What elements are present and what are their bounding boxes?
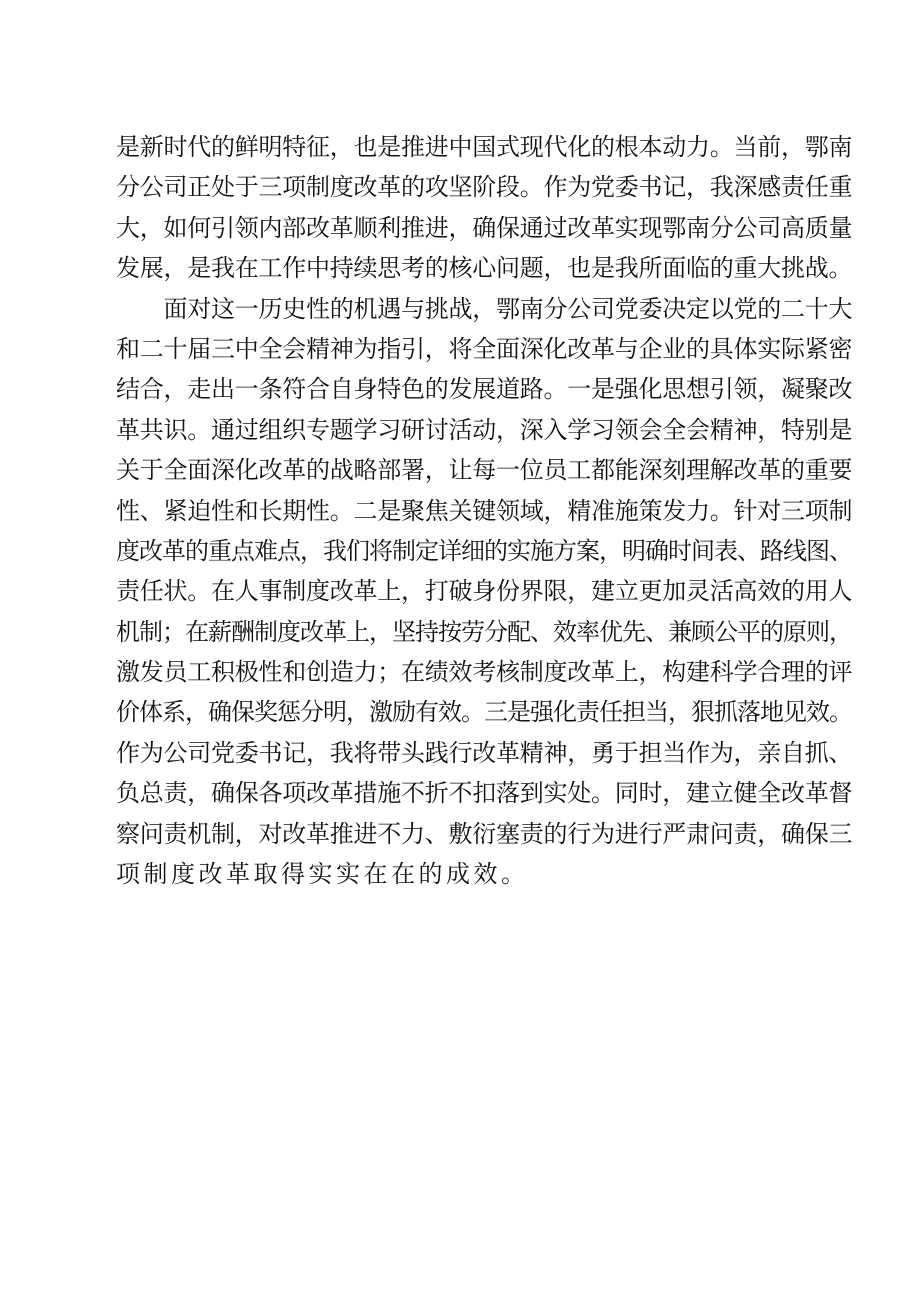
text-line: 关于全面深化改革的战略部署，让每一位员工都能深刻理解改革的重要 bbox=[116, 456, 853, 485]
body-text bbox=[116, 127, 852, 894]
text-line: 发展，是我在工作中持续思考的核心问题，也是我所面临的重大挑战。 bbox=[116, 254, 853, 283]
text-line: 价体系，确保奖惩分明，激励有效。三是强化责任担当，狠抓落地见效。 bbox=[116, 698, 852, 727]
text-line: 结合，走出一条符合自身特色的发展道路。一是强化思想引领，凝聚改 bbox=[116, 375, 853, 404]
text-line: 大，如何引领内部改革顺利推进，确保通过改革实现鄂南分公司高质量 bbox=[116, 213, 853, 242]
text-line: 和二十届三中全会精神为指引，将全面深化改革与企业的具体实际紧密 bbox=[116, 334, 853, 363]
paragraph-end-line: 项制度改革取得实实在在的成效。 bbox=[116, 860, 529, 889]
text-line: 性、紧迫性和长期性。二是聚焦关键领域，精准施策发力。针对三项制 bbox=[116, 496, 853, 525]
text-line: 激发员工积极性和创造力；在绩效考核制度改革上，构建科学合理的评 bbox=[116, 658, 853, 687]
text-line: 度改革的重点难点，我们将制定详细的实施方案，明确时间表、路线图、 bbox=[116, 536, 852, 565]
text-line: 机制；在薪酬制度改革上，坚持按劳分配、效率优先、兼顾公平的原则， bbox=[116, 617, 852, 646]
text-line: 责任状。在人事制度改革上，打破身份界限，建立更加灵活高效的用人 bbox=[116, 577, 853, 606]
text-line: 革共识。通过组织专题学习研讨活动，深入学习领会全会精神，特别是 bbox=[116, 415, 853, 444]
text-line: 是新时代的鲜明特征，也是推进中国式现代化的根本动力。当前，鄂南 bbox=[116, 133, 853, 161]
text-line: 分公司正处于三项制度改革的攻坚阶段。作为党委书记，我深感责任重 bbox=[116, 173, 853, 202]
text-line: 察问责机制，对改革推进不力、敷衍塞责的行为进行严肃问责，确保三 bbox=[116, 819, 853, 848]
text-line: 作为公司党委书记，我将带头践行改革精神，勇于担当作为，亲自抓、 bbox=[116, 738, 853, 767]
paragraph-start-line: 面对这一历史性的机遇与挑战，鄂南分公司党委决定以党的二十大 bbox=[116, 294, 853, 323]
text-line: 负总责，确保各项改革措施不折不扣落到实处。同时，建立健全改革督 bbox=[116, 779, 853, 808]
